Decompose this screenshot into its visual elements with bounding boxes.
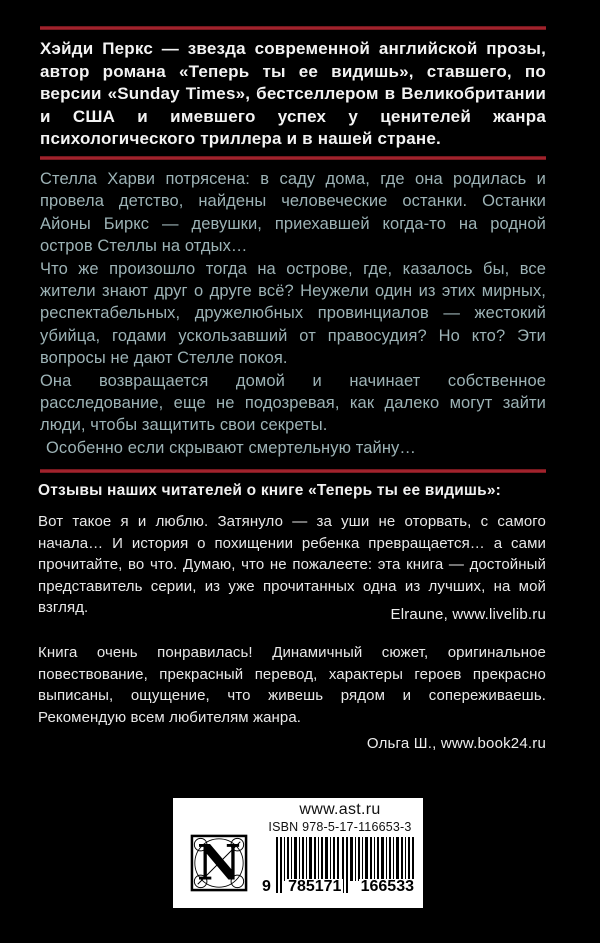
review-text: Книга очень понравилась! Динамичный сюжет, оригинальное повествование, прекрасный перевод, характеры героев прекрасно выписаны, ощущение, что живешь рядом и сопереживаешь. Рекомендую всем любителям жанра.: [38, 644, 546, 726]
barcode-digit-group-2: 166533: [360, 878, 414, 895]
publisher-logo-icon: [188, 834, 250, 892]
review-attribution: Ольга Ш., www.book24.ru: [366, 735, 546, 752]
publisher-logo-letter: N: [196, 835, 242, 892]
annotation-paragraph-3: Она возвращается домой и начинает собственное расследование, еще не подозревая, как далеко могут зайти люди, чтобы защитить свои секреты.: [40, 371, 546, 435]
barcode-digit-group-1: 785171: [288, 878, 342, 895]
footer-right-column: [261, 798, 419, 893]
publisher-website: www.ast.ru: [299, 801, 381, 818]
ean13-barcode: [262, 837, 416, 893]
author-blurb: Хэйди Перкс — звезда современной английской прозы, автор романа «Теперь ты ее видишь», ставшего, по версии «Sunday Times», бестселлером в Великобритании и США и имевшего успех у ценителей жанра психологического триллера и в нашей стране.: [40, 39, 546, 148]
review-attribution: Elraune, www.livelib.ru: [390, 606, 546, 623]
divider-rule-top: [40, 26, 546, 30]
review-text: Вот такое я и люблю. Затянуло — за уши не оторвать, с самого начала… И история о похищении ребенка превращается… а сами прочитайте, во что. Думаю, что не пожалеете: эта книга — достойный представитель серии, из уже прочитанных одна из лучших, на мой взгляд.: [38, 513, 546, 617]
barcode-digits: [262, 879, 416, 894]
annotation-paragraph-2: Что же произошло тогда на острове, где, казалось бы, все жители знают друг о друге всё? Неужели один из этих мирных, респектабельных, дружелюбных провинциалов — жестокий убийца, годами ускользавший от правосудия? Но кто? Эти вопросы не дают Стелле покоя.: [40, 259, 546, 368]
annotation-paragraph-4: Особенно если скрывают смертельную тайну…: [46, 438, 416, 457]
footer-barcode-panel: [173, 798, 423, 908]
divider-rule-bottom: [40, 469, 546, 473]
book-annotation: [40, 168, 546, 459]
reviews-heading: Отзывы наших читателей о книге «Теперь ты ее видишь»:: [38, 482, 502, 499]
annotation-paragraph-1: Стелла Харви потрясена: в саду дома, где она родилась и провела детство, найдены человеческие останки. Останки Айоны Биркс — девушки, приехавшей когда-то на родной остров Стеллы на отдых…: [40, 170, 546, 256]
barcode-digit-left: 9: [262, 878, 271, 895]
divider-rule-middle: [40, 156, 546, 160]
isbn-label: ISBN 978-5-17-116653-3: [268, 820, 412, 834]
